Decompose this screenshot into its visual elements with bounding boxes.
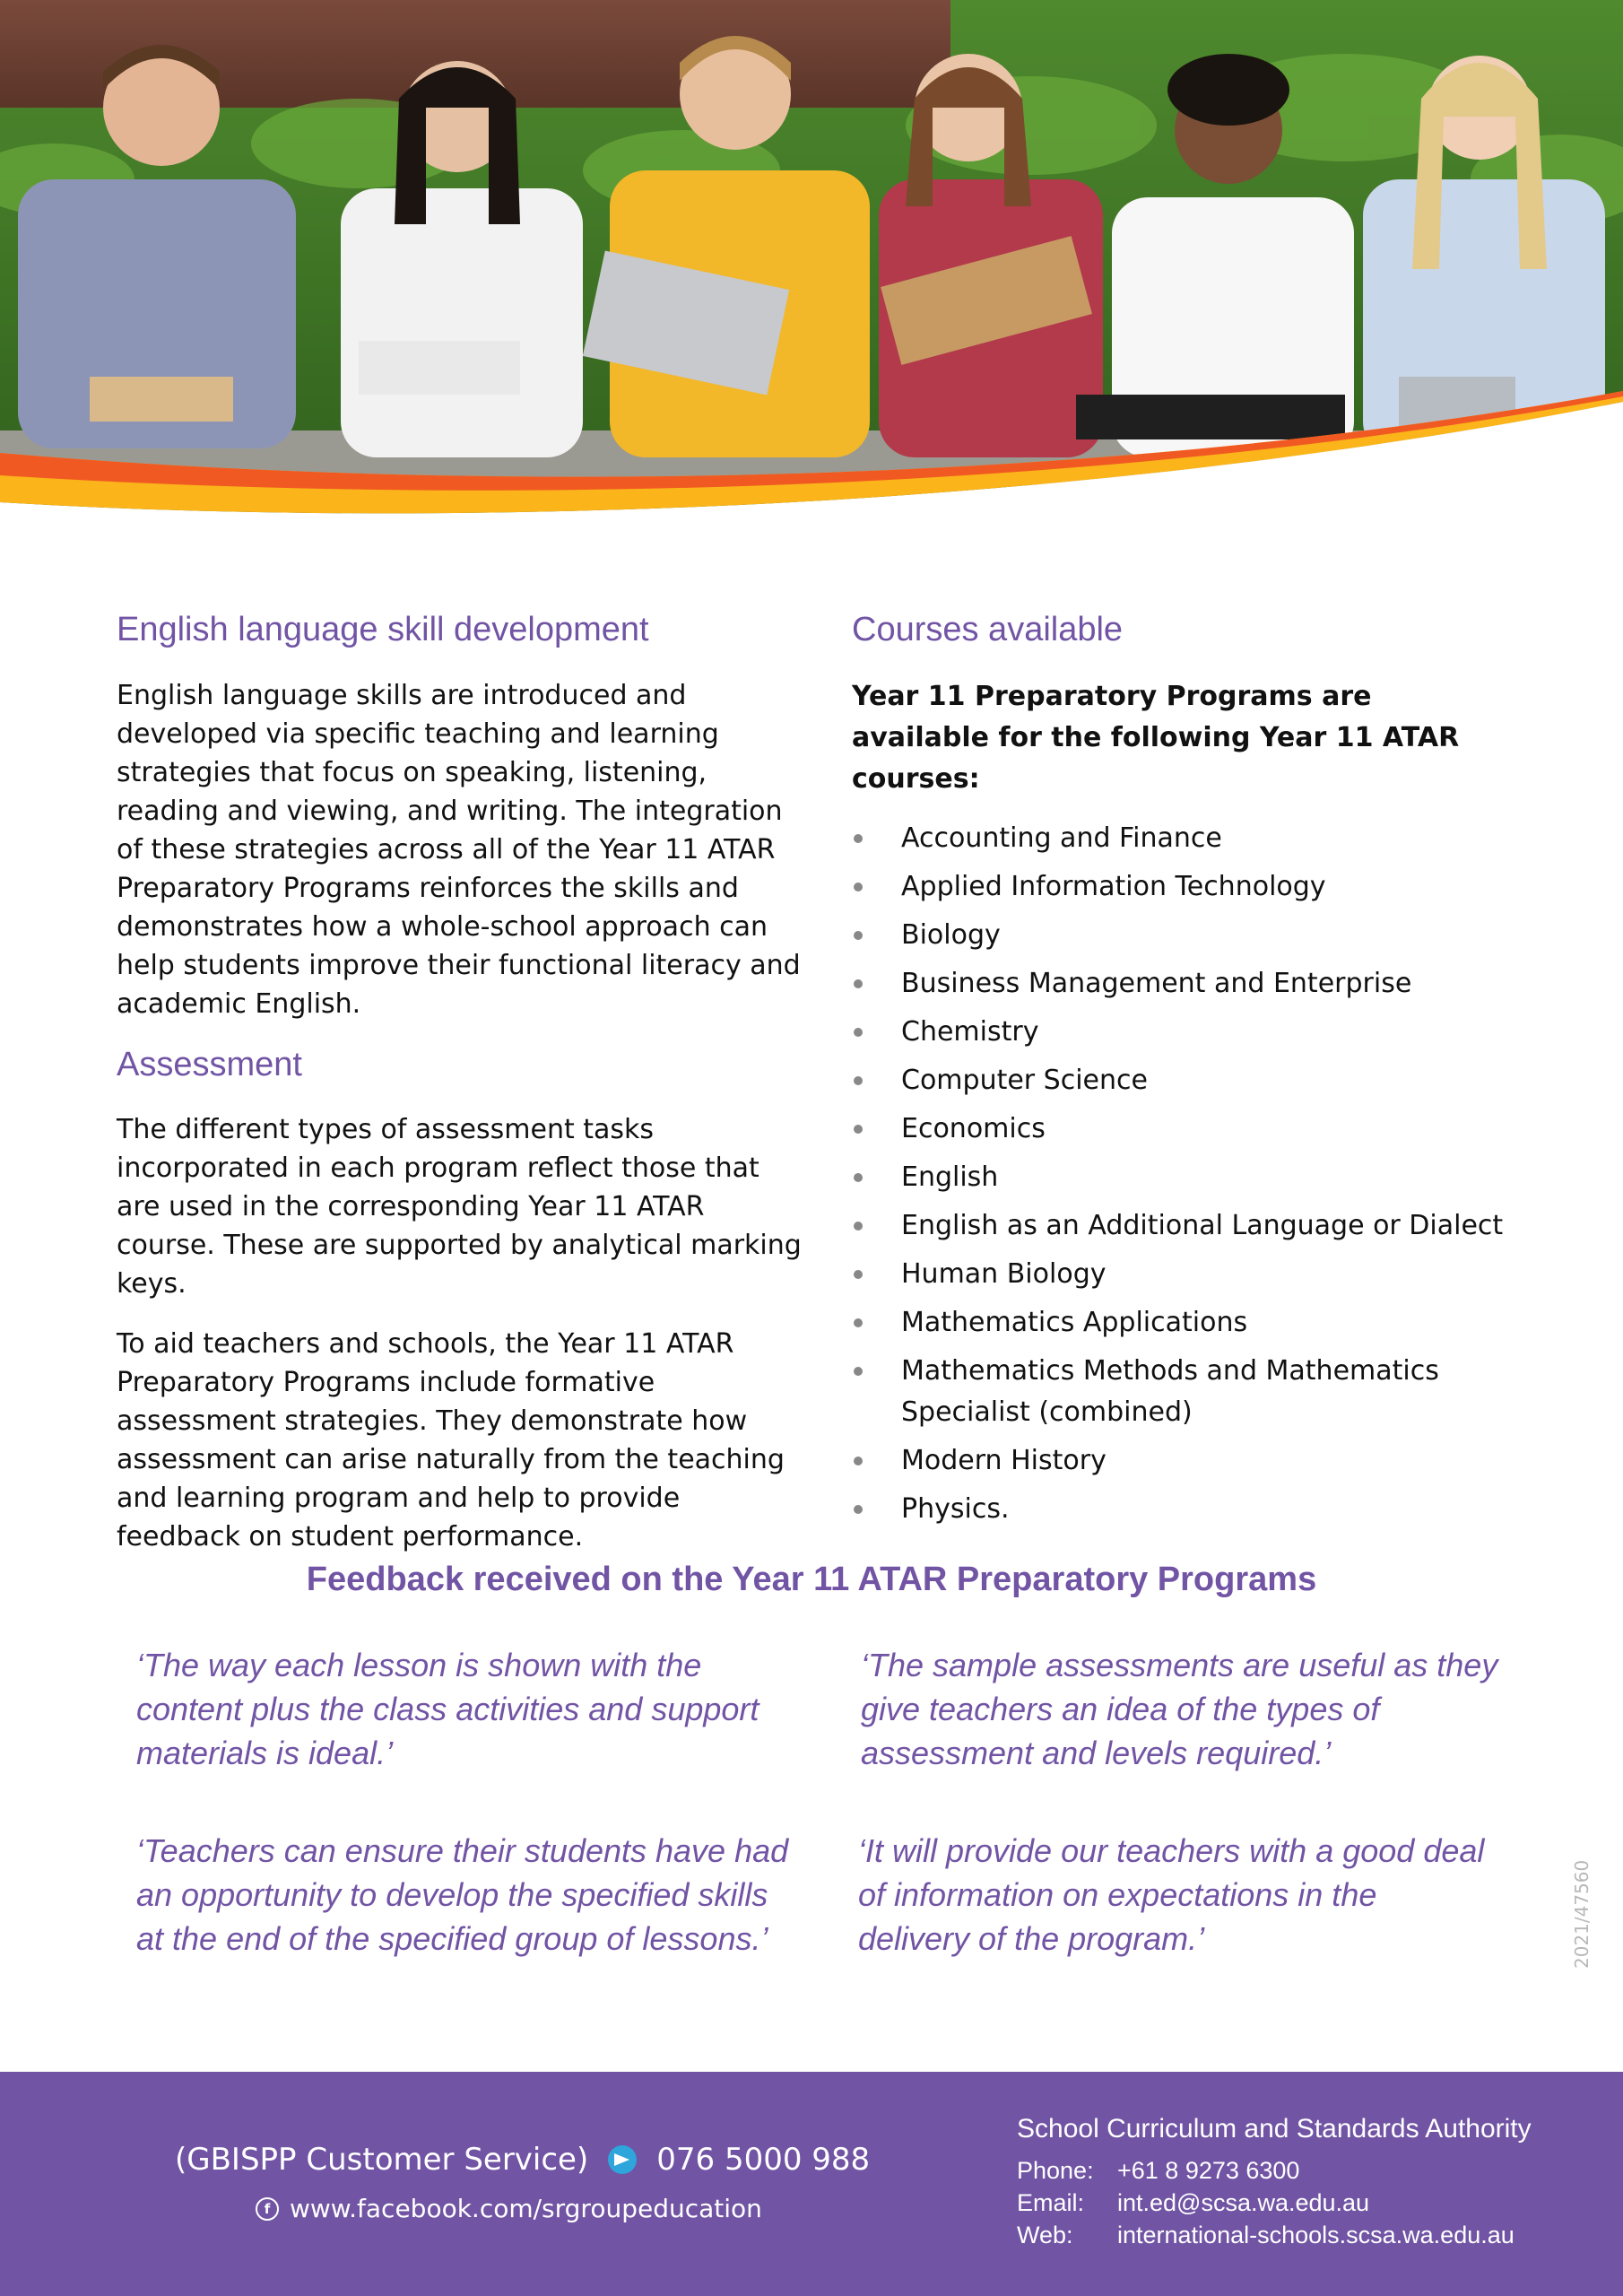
list-item (852, 1157, 1506, 1198)
courses-list (852, 818, 1506, 1530)
bullet-icon (854, 1076, 863, 1085)
bullet-icon (854, 834, 863, 843)
list-item (852, 1440, 1506, 1482)
list-item (852, 818, 1506, 859)
course-name: English as an Additional Language or Dialect (901, 1209, 1504, 1241)
right-column (852, 610, 1506, 1537)
contact-label: Email: (1017, 2189, 1085, 2216)
list-item (852, 866, 1506, 908)
contact-phone-value[interactable]: +61 8 9273 6300 (1117, 2157, 1300, 2184)
contact-label: Web: (1017, 2222, 1073, 2248)
telegram-icon (608, 2145, 637, 2174)
list-item (852, 1351, 1506, 1433)
bullet-icon (854, 979, 863, 988)
feedback-quote-4: ‘It will provide our teachers with a good deal of information on expectations in the delivery of the program.’ (858, 1832, 1485, 1957)
bullet-icon (854, 1270, 863, 1279)
feedback-quote-1: ‘The way each lesson is shown with the content plus the class activities and support materials is ideal.’ (136, 1647, 759, 1771)
document-reference-code: 2021/47560 (1571, 1859, 1593, 1969)
hero-photo (0, 0, 1623, 538)
course-name: Accounting and Finance (901, 822, 1222, 854)
customer-service-line (175, 2139, 870, 2180)
contact-web-row (1017, 2219, 1515, 2251)
list-item (852, 1205, 1506, 1247)
list-item (852, 1060, 1506, 1101)
customer-service-phone[interactable]: 076 5000 988 (656, 2142, 871, 2178)
bullet-icon (854, 1222, 863, 1231)
course-name: Economics (901, 1112, 1046, 1144)
contact-phone-row (1017, 2154, 1299, 2187)
course-name: Mathematics Methods and Mathematics Specialist (combined) (901, 1354, 1439, 1428)
bullet-icon (854, 883, 863, 891)
facebook-link[interactable]: www.facebook.com/srgroupeducation (290, 2194, 762, 2223)
feedback-quote-2: ‘The sample assessments are useful as they give teachers an idea of the types of assessment and levels required.’ (861, 1647, 1498, 1771)
org-name: School Curriculum and Standards Authority (1017, 2114, 1532, 2144)
contact-label: Phone: (1017, 2157, 1094, 2184)
section-heading-assessment: Assessment (117, 1045, 302, 1083)
list-item (852, 1489, 1506, 1530)
course-name: Computer Science (901, 1064, 1148, 1096)
list-item (852, 1109, 1506, 1150)
contact-email-row (1017, 2187, 1369, 2219)
course-name: Modern History (901, 1444, 1107, 1476)
feedback-quote-3: ‘Teachers can ensure their students have had an opportunity to develop the specified skills at the end of the specified group of lessons.’ (136, 1832, 789, 1957)
contact-web-value[interactable]: international-schools.scsa.wa.edu.au (1117, 2222, 1515, 2248)
bullet-icon (854, 1318, 863, 1327)
list-item (852, 963, 1506, 1004)
course-name: Applied Information Technology (901, 870, 1326, 902)
footer (0, 2072, 1623, 2296)
bullet-icon (854, 931, 863, 940)
left-column (117, 610, 807, 1578)
facebook-icon: f (256, 2197, 279, 2221)
contact-email-value[interactable]: int.ed@scsa.wa.edu.au (1117, 2189, 1370, 2216)
bullet-icon (854, 1367, 863, 1376)
customer-service-label: (GBISPP Customer Service) (175, 2142, 589, 2178)
list-item (852, 1012, 1506, 1053)
list-item (852, 915, 1506, 956)
course-name: Biology (901, 918, 1001, 951)
course-name: Mathematics Applications (901, 1306, 1248, 1338)
course-name: Human Biology (901, 1257, 1107, 1290)
course-name: Business Management and Enterprise (901, 967, 1412, 999)
bullet-icon (854, 1125, 863, 1134)
section-heading-english-skills: English language skill development (117, 611, 649, 648)
list-item (852, 1302, 1506, 1344)
bullet-icon (854, 1505, 863, 1514)
course-name: Physics. (901, 1492, 1010, 1525)
english-skills-paragraph: English language skills are introduced and developed via specific teaching and learning strategies that focus on speaking, listening, reading and viewing, and writing. The integration of these strategies across all of the Year 11 ATAR Preparatory Programs reinforces the skills and demonstrates how a whole-school approach can help students improve their functional literacy and academic English. (117, 679, 801, 1020)
bullet-icon (854, 1173, 863, 1182)
course-name: English (901, 1161, 999, 1193)
bullet-icon (854, 1028, 863, 1037)
assessment-paragraph-1: The different types of assessment tasks incorporated in each program reflect those that are used in the corresponding Year 11 ATAR course. These are supported by analytical marking keys. (117, 1114, 802, 1300)
assessment-paragraph-2: To aid teachers and schools, the Year 11 ATAR Preparatory Programs include formative assessment strategies. They demonstrate how assessment can arise naturally from the teaching and learning program and help to provide feedback on student performance. (117, 1328, 785, 1553)
facebook-line (256, 2191, 762, 2227)
feedback-title: Feedback received on the Year 11 ATAR Preparatory Programs (306, 1561, 1317, 1598)
list-item (852, 1254, 1506, 1295)
section-heading-courses: Courses available (852, 611, 1124, 648)
courses-intro: Year 11 Preparatory Programs are available for the following Year 11 ATAR courses: (852, 680, 1460, 795)
bullet-icon (854, 1457, 863, 1465)
course-name: Chemistry (901, 1015, 1039, 1048)
